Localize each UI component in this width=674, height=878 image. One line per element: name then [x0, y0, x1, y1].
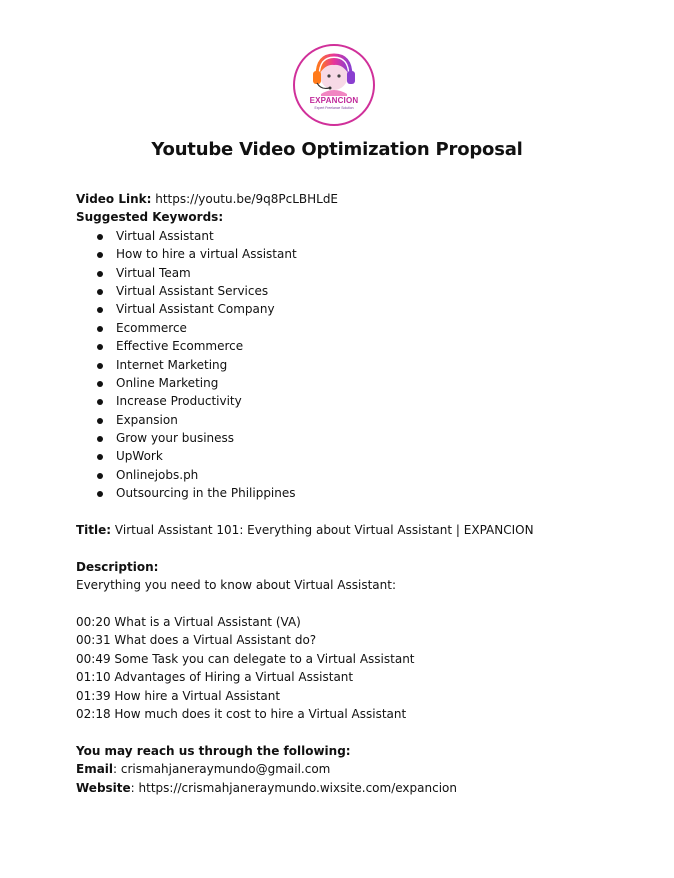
- keyword-text: How to hire a virtual Assistant: [116, 247, 297, 262]
- timestamp-item: 00:31 What does a Virtual Assistant do?: [76, 633, 317, 648]
- timestamp-item: 00:49 Some Task you can delegate to a Virtual Assistant: [76, 651, 415, 666]
- keyword-item: [76, 282, 636, 300]
- keywords-heading: Suggested Keywords:: [76, 210, 224, 225]
- keyword-text: Online Marketing: [116, 375, 219, 390]
- description-intro: Everything you need to know about Virtual Assistant:: [76, 578, 397, 593]
- keyword-item: [76, 392, 636, 410]
- document-body: [76, 190, 636, 797]
- keyword-text: Virtual Assistant: [116, 228, 214, 243]
- timestamp-item: 01:10 Advantages of Hiring a Virtual Assistant: [76, 670, 354, 685]
- timestamp-item: 01:39 How hire a Virtual Assistant: [76, 688, 281, 703]
- keyword-item: [76, 319, 636, 337]
- keyword-text: Virtual Assistant Company: [116, 302, 275, 317]
- keyword-item: [76, 264, 636, 282]
- bullet-icon: [97, 418, 103, 424]
- keyword-text: Increase Productivity: [116, 394, 242, 409]
- keyword-item: [76, 484, 636, 502]
- bullet-icon: [97, 234, 103, 240]
- email-label: Email: [76, 762, 114, 777]
- bullet-icon: [97, 326, 103, 332]
- keyword-item: [76, 227, 636, 245]
- bullet-icon: [97, 363, 103, 369]
- keyword-text: Onlinejobs.ph: [116, 467, 199, 482]
- timestamps-list: [76, 613, 636, 723]
- keyword-item: [76, 447, 636, 465]
- keyword-item: [76, 429, 636, 447]
- bullet-icon: [97, 307, 103, 313]
- contact-heading: You may reach us through the following:: [76, 743, 351, 758]
- bullet-icon: [97, 289, 103, 295]
- bullet-icon: [97, 399, 103, 405]
- keyword-text: Virtual Team: [116, 265, 191, 280]
- bullet-icon: [97, 454, 103, 460]
- video-link-row: [76, 190, 636, 208]
- bullet-icon: [97, 491, 103, 497]
- keyword-text: Outsourcing in the Philippines: [116, 486, 296, 501]
- bullet-icon: [97, 473, 103, 479]
- timestamp-item: 00:20 What is a Virtual Assistant (VA): [76, 614, 301, 629]
- bullet-icon: [97, 252, 103, 258]
- video-title-value: Virtual Assistant 101: Everything about Virtual Assistant | EXPANCION: [111, 523, 534, 538]
- bullet-icon: [97, 436, 103, 442]
- website-row: [76, 779, 636, 797]
- keyword-item: [76, 374, 636, 392]
- logo-wordmark: EXPANCION: [309, 96, 359, 105]
- keyword-item: [76, 300, 636, 318]
- keyword-text: Virtual Assistant Services: [116, 283, 269, 298]
- timestamp-item: 02:18 How much does it cost to hire a Virtual Assistant: [76, 706, 407, 721]
- keyword-item: [76, 337, 636, 355]
- logo-tagline: Expert Freelance Solution: [314, 106, 354, 110]
- keyword-text: UpWork: [116, 449, 163, 464]
- keyword-text: Expansion: [116, 412, 178, 427]
- bullet-icon: [97, 344, 103, 350]
- keyword-text: Grow your business: [116, 431, 235, 446]
- video-link-value: https://youtu.be/9q8PcLBHLdE: [151, 192, 339, 206]
- keyword-item: [76, 245, 636, 263]
- bullet-icon: [97, 271, 103, 277]
- keyword-text: Ecommerce: [116, 320, 187, 335]
- expancion-logo: [293, 44, 375, 126]
- page-title: Youtube Video Optimization Proposal: [151, 139, 523, 160]
- description-heading: Description:: [76, 559, 159, 574]
- video-title-label: Title:: [76, 523, 112, 538]
- email-row: [76, 760, 636, 778]
- keyword-text: Effective Ecommerce: [116, 339, 244, 354]
- keyword-item: [76, 356, 636, 374]
- headset-mascot-icon: [295, 46, 373, 124]
- video-link-label: Video Link:: [76, 192, 152, 206]
- keyword-item: [76, 411, 636, 429]
- email-value: : crismahjaneraymundo@gmail.com: [113, 762, 331, 777]
- keywords-list: [76, 227, 636, 503]
- keyword-text: Internet Marketing: [116, 357, 228, 372]
- video-title-row: [76, 521, 636, 539]
- website-value: : https://crismahjaneraymundo.wixsite.com/expancion: [130, 780, 457, 795]
- bullet-icon: [97, 381, 103, 387]
- website-label: Website: [76, 780, 131, 795]
- keyword-item: [76, 466, 636, 484]
